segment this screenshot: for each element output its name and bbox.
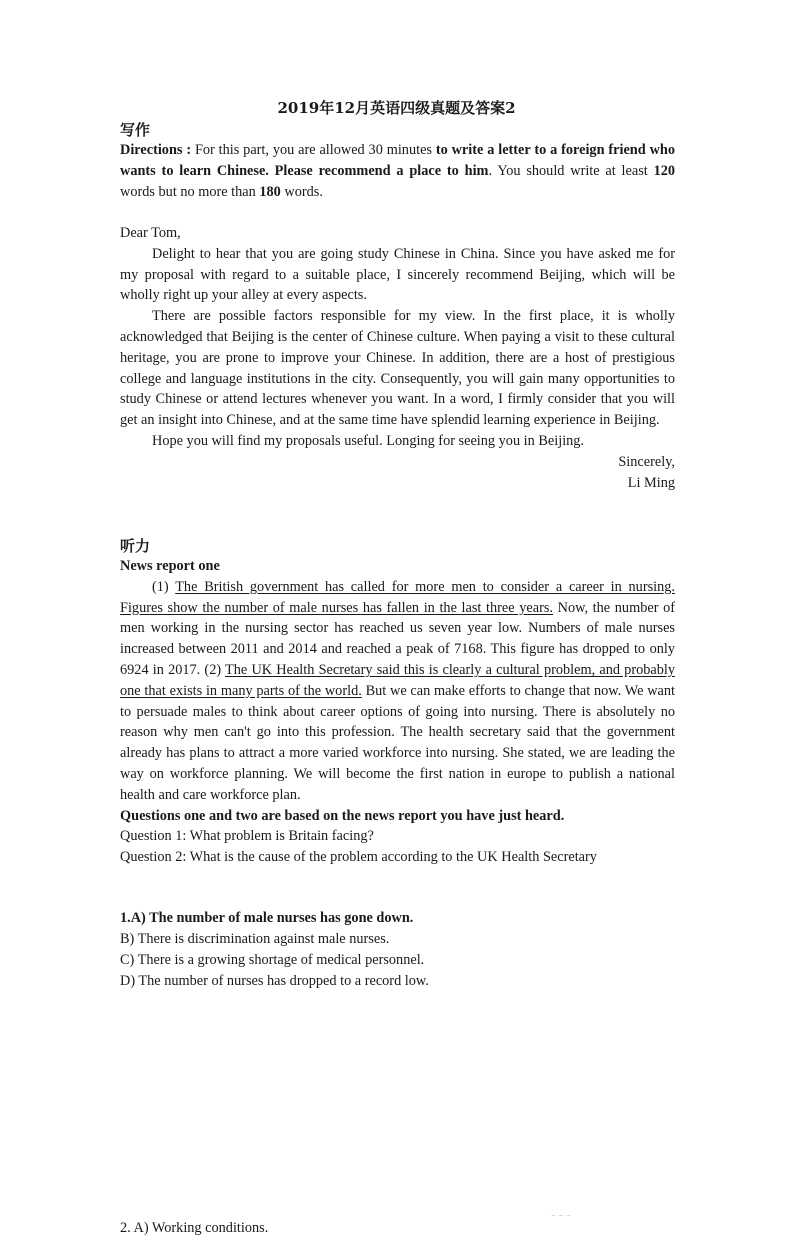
questions-intro: Questions one and two are based on the news report you have just heard.: [120, 807, 565, 824]
underlined-sentence-2: The UK Health Secretary said this is clearly a cultural problem, and probably one that exists in many parts of the world.: [120, 661, 675, 699]
news-report-transcript: [120, 577, 675, 806]
transcript-text-2: But we can make efforts to change that now. We want to persuade males to think about career options of going into nursing. There is absolutely no reason why men can't go into this profession. The health secretary said that the government already has plans to attract a more varied workforce into nursing. She stated, we are leading the way on workforce planning. We will become the first nation in europe to publish a national health and care workforce plan.: [120, 682, 675, 803]
directions-text-2: . You should write at least: [488, 162, 654, 179]
writing-heading: 写作: [120, 121, 151, 139]
option-1a: 1.A) The number of male nurses has gone down.: [120, 910, 414, 926]
directions-bold-1: to write a letter to a foreign friend who wants to learn Chinese. Please recommend a place to him: [120, 142, 675, 179]
option-2a: 2. A) Working conditions.: [120, 1220, 269, 1236]
letter-salutation: Dear Tom,: [120, 225, 181, 241]
directions-bold-2: 120: [653, 162, 676, 179]
listening-heading: 听力: [120, 537, 151, 555]
directions-text-3: words but no more than: [120, 183, 260, 200]
directions-bold-3: 180: [259, 183, 281, 200]
directions-text-1: For this part, you are allowed 30 minutes: [191, 142, 436, 158]
letter-closing: Sincerely,: [618, 453, 675, 470]
scan-mark: ⁻ ⁻ ⁻: [551, 1213, 571, 1223]
news-report-title: News report one: [120, 558, 220, 574]
letter-paragraph-1: Delight to hear that you are going study Chinese in China. Since you have asked me for my proposal with regard to a suitable place, I sincerely recommend Beijing, which will be wholly right up your alley at every aspects.: [120, 245, 675, 304]
option-1c: C) There is a growing shortage of medical personnel.: [120, 952, 425, 968]
question-1: Question 1: What problem is Britain facing?: [120, 828, 374, 845]
letter-paragraph-2: There are possible factors responsible for my view. In the first place, it is wholly acknowledged that Beijing is the center of Chinese culture. When paying a visit to these cultural heritage, you are prone to improve your Chinese. In addition, there are a host of prestigious college and language institutions in the city. Consequently, you will gain many opportunities to study Chinese or attend lectures whenever you want. In a word, I firmly consider that you will get an insight into Chinese, and at the same time have splendid learning experience in Beijing.: [120, 308, 675, 429]
news-report: [120, 556, 675, 868]
letter-paragraph-3: Hope you will find my proposals useful. Longing for seeing you in Beijing.: [152, 432, 585, 449]
question-2: Question 2: What is the cause of the problem according to the UK Health Secretary: [120, 849, 597, 866]
directions-text-4: words.: [280, 183, 323, 200]
marker-1: (1): [152, 578, 176, 595]
document-title: 2019年12月英语四级真题及答案2: [277, 99, 516, 117]
underlined-sentence-1: The British government has called for more men to consider a career in nursing. Figures show the number of male nurses has fallen in the last three years.: [120, 578, 675, 616]
transcript-text-1: Now, the number of men working in the nursing sector has reached us seven year low. Numbers of male nurses increased between 2011 and 2014 and reached a peak of 7168. This figure has dropped to only 6924 in 2017. (2): [120, 599, 675, 678]
directions-label: Directions :: [120, 142, 192, 158]
option-1d: D) The number of nurses has dropped to a record low.: [120, 973, 429, 989]
writing-directions: [120, 140, 675, 202]
sample-letter: [120, 223, 675, 493]
option-1b: B) There is discrimination against male nurses.: [120, 931, 390, 947]
letter-signature: Li Ming: [627, 474, 675, 491]
